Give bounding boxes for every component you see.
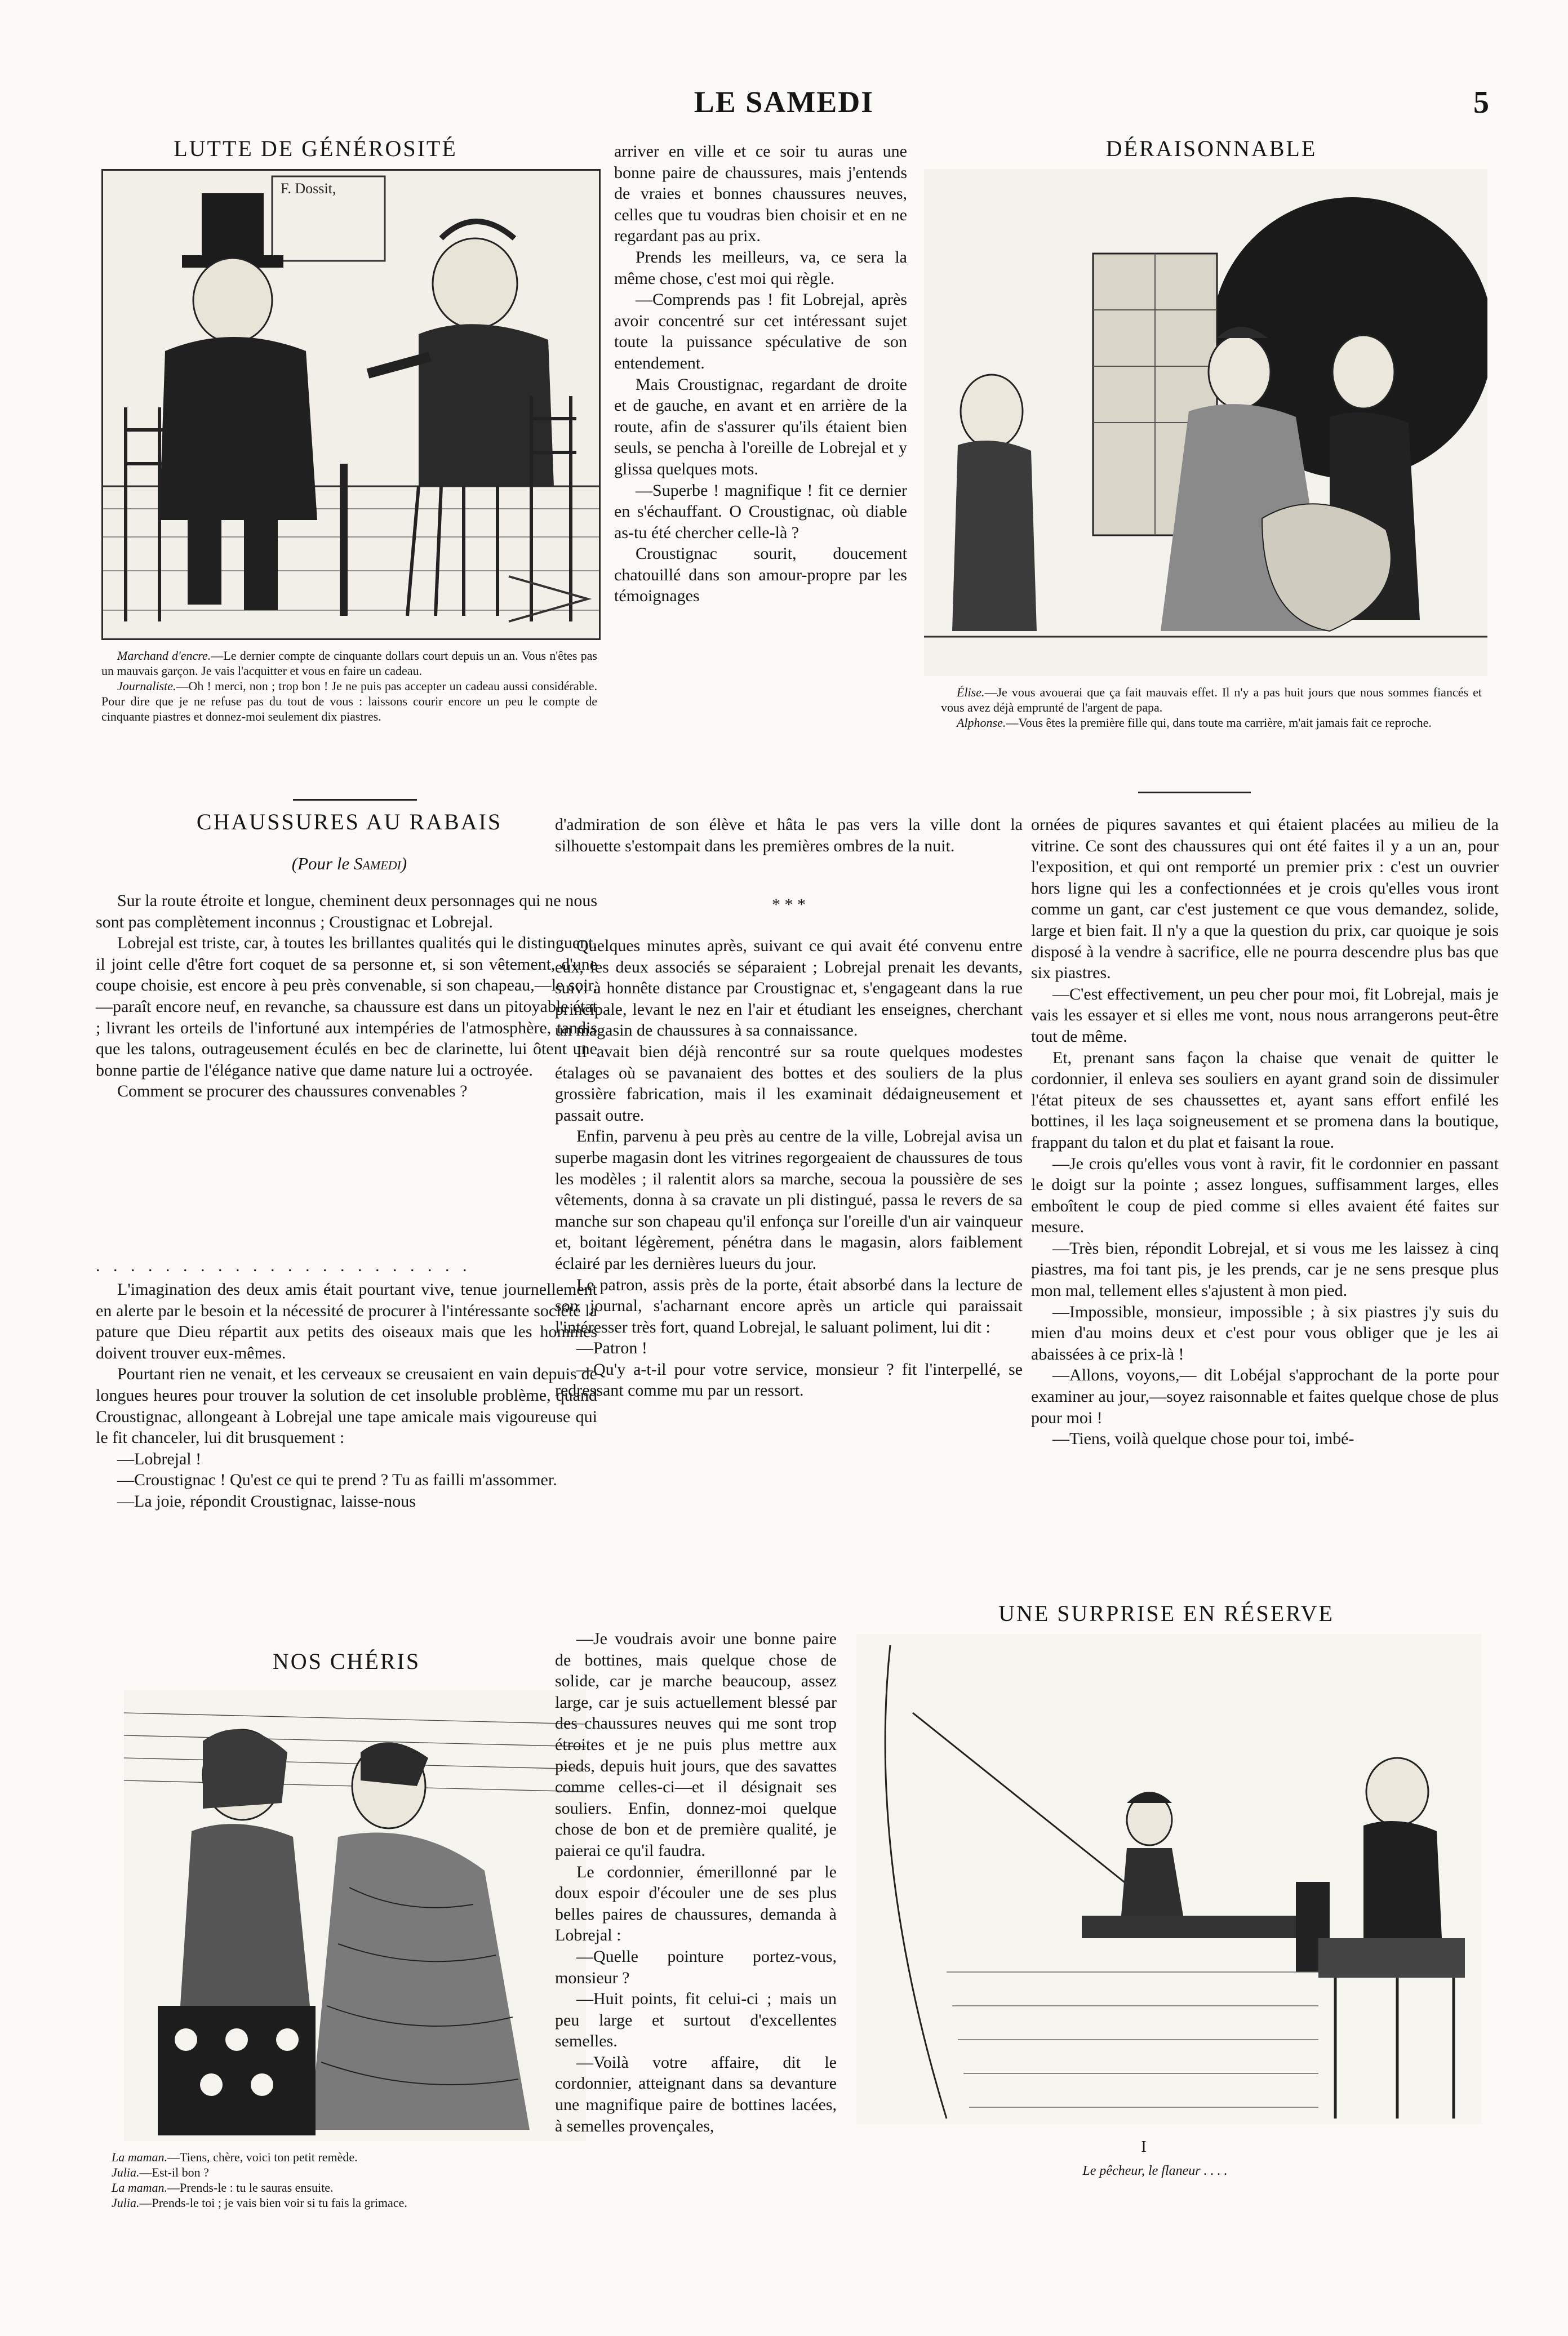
engraving-lutte (103, 171, 599, 638)
cartoon-title-deraisonnable: DÉRAISONNABLE (1105, 136, 1317, 161)
paragraph: —Quelle pointure portez-vous, monsieur ? (555, 1947, 837, 1987)
paragraph: Il avait bien déjà rencontré sur sa route quelques modestes étalages où se pavanaient des bottes et des souliers de la plus grossière fabrication, mais il les examinait dédaigneusement et passait outre. (555, 1042, 1023, 1125)
article-col-1b (96, 1279, 597, 1512)
cartoon-title-cheris: NOS CHÉRIS (272, 1649, 421, 1674)
paragraph: —La joie, répondit Croustignac, laisse-nous (117, 1491, 416, 1511)
paragraph: —Très bien, répondit Lobrejal, et si vous me les laissez à cinq piastres, ma foi tant pis, je les prends, car je ne sens presque plus mon mal, tellement elles s'ajustent à mon pied. (1031, 1238, 1499, 1300)
paragraph: Enfin, parvenu à peu près au centre de la ville, Lobrejal avisa un superbe magasin dont les vitrines regorgeaient de chaussures de tous les modèles ; il ralentit alors sa marche, secoua la poussière de ses vêtements, donna à sa cravate un pli distingué, passa le revers de sa manche sur son chapeau qu'il enfonça sur l'oreille d'un air vainqueur et, boitant légèrement, pénétra dans le magasin, alors faiblement éclairé par les dernières lueurs du jour. (555, 1127, 1023, 1273)
cartoon-title-surprise: UNE SURPRISE EN RÉSERVE (998, 1601, 1334, 1626)
separator-dots: . . . . . . . . . . . . . . . . . . . . . . (96, 1256, 472, 1275)
paragraph: —Qu'y a-t-il pour votre service, monsieur ? fit l'interpellé, se redressant comme mu par un ressort. (555, 1360, 1023, 1400)
caption-line: Julia.—Prends-le toi ; je vais bien voir si tu fais la grimace. (112, 2196, 407, 2210)
caption-deraisonnable (941, 685, 1482, 730)
paragraph: L'imagination des deux amis était pourtant vive, tenue journellement en alerte par le besoin et la nécessité de procurer à l'intéressante société la pature que Dieu répartit aux petits des oiseaux mais que les hommes doivent trouver eux-mêmes. (96, 1280, 597, 1362)
paragraph: Croustignac sourit, doucement chatouillé dans son amour-propre par les témoignages (614, 544, 907, 606)
paragraph: —Huit points, fit celui-ci ; mais un peu large et surtout d'excellentes semelles. (555, 1989, 837, 2051)
caption-line: Journaliste.—Oh ! merci, non ; trop bon ! Je ne puis pas accepter un cadeau aussi considérable. Pour dire que je ne refuse pas du tout de vous : laissons courir encore un peu le compte de cinquante piastres et donnez-moi seulement dix piastres. (101, 679, 597, 723)
rule-below-deraisonnable (1138, 792, 1251, 793)
paragraph: Pourtant rien ne venait, et les cerveaux se creusaient en vain depuis de longues heures pour trouver la solution de cet insoluble problème, quand Croustignac, allongeant à Lobrejal une tape amicale mais vigoureuse qui le fit chanceler, lui dit brusquement : (96, 1365, 597, 1447)
paragraph: —Impossible, monsieur, impossible ; à six piastres j'y suis du mien d'au moins deux et c'est pour vous obliger que je les ai abaissées à ce prix-là ! (1031, 1302, 1499, 1364)
illustration-cheris (124, 1690, 586, 2141)
engraving-cheris (124, 1690, 586, 2141)
panel-number: I (1141, 2138, 1147, 2156)
paragraph: arriver en ville et ce soir tu auras une bonne paire de chaussures, mais j'entends de vraies et bonnes chaussures neuves, celles que tu voudras bien choisir et en ne regardant pas au prix. (614, 142, 907, 246)
paragraph: —C'est effectivement, un peu cher pour moi, fit Lobrejal, mais je vais les essayer et si elles me vont, nous nous arrangerons peut-être tout de même. (1031, 984, 1499, 1046)
paragraph: —Croustignac ! Qu'est ce qui te prend ? Tu as failli m'assommer. (117, 1471, 557, 1490)
article-title: CHAUSSURES AU RABAIS (196, 809, 503, 834)
caption-line: Julia.—Est-il bon ? (112, 2165, 209, 2179)
paragraph: Le cordonnier, émerillonné par le doux espoir d'écouler une de ses plus belles paires de chaussures, demanda à Lobrejal : (555, 1862, 837, 1945)
engraving-deraisonnable (924, 169, 1487, 676)
illustration-deraisonnable (924, 169, 1487, 676)
cartoon-title-lutte: LUTTE DE GÉNÉROSITÉ (174, 136, 457, 161)
paragraph: —Je voudrais avoir une bonne paire de bottines, mais quelque chose de solide, car je marche beaucoup, assez large, car je suis actuellement blessé par des chaussures neuves qui me sont trop étroites et je ne puis plus mettre aux pieds, depuis huit jours, que des savattes comme celles-ci—et il désignait ses souliers. Enfin, donnez-moi quelque chose de bon et de première qualité, je paierai ce qu'il faudra. (555, 1629, 837, 1860)
paragraph: Et, prenant sans façon la chaise que venait de quitter le cordonnier, il enleva ses souliers en ayant grand soin de dissimuler l'état piteux de ses chaussettes et, ayant sans effort enfilé les bottines, il les laça soigneusement et se promena dans la boutique, frappant du talon et du plat et faisant la roue. (1031, 1048, 1499, 1152)
article-col-2-top (614, 141, 907, 607)
paragraph: Le patron, assis près de la porte, était absorbé dans la lecture de son journal, s'acharnant encore après un article qui paraissait l'intéresser très fort, quand Lobrejal, le saluant poliment, lui dit : (555, 1275, 1023, 1336)
paragraph: Quelques minutes après, suivant ce qui avait été convenu entre eux, les deux associés se séparaient ; Lobrejal prenait les devants, suivi à honnête distance par Croustignac et, s'engageant dans la rue principale, levant le nez en l'air et étudiant les enseignes, cherchant un magasin de chaussures à sa connaissance. (555, 936, 1023, 1040)
page-number: 5 (1473, 85, 1489, 120)
paragraph: —Comprends pas ! fit Lobrejal, après avoir concentré sur cet intéressant sujet toute la puissance spéculative de son entendement. (614, 290, 907, 372)
article-col-1 (96, 890, 597, 1102)
illustration-lutte (101, 169, 601, 640)
wall-sign-text: F. Dossit, (281, 180, 336, 197)
rule-above-title (293, 799, 417, 801)
paragraph: —Voilà votre affaire, dit le cordonnier, atteignant dans sa devanture une magnifique paire de bottines lacées, à semelles provençales, (555, 2053, 837, 2135)
paragraph: Sur la route étroite et longue, cheminent deux personnages qui ne nous sont pas complètement inconnus ; Croustignac et Lobrejal. (96, 891, 597, 931)
caption-line: La maman.—Tiens, chère, voici ton petit remède. (112, 2150, 358, 2164)
caption-line: La maman.—Prends-le : tu le sauras ensuite. (112, 2180, 334, 2195)
paragraph: Lobrejal est triste, car, à toutes les brillantes qualités qui le distinguent, il joint celle d'être fort coquet de sa personne et, si son vêtement, d'une coupe choisie, est encore à peu près convenable, si son chapeau,—le soir,—paraît encore neuf, en revanche, sa chaussure est dans un pitoyable état ; livrant les orteils de l'infortuné aux intempéries de l'atmosphère, tandis que les talons, outrageusement éculés en bec de clarinette, lui ôtent une bonne partie de l'élégance native que dame nature lui a octroyée. (96, 934, 597, 1080)
caption-line: Alphonse.—Vous êtes la première fille qui, dans toute ma carrière, m'ait jamais fait ce reproche. (957, 716, 1432, 730)
paragraph: —Patron ! (576, 1339, 647, 1358)
masthead: LE SAMEDI (694, 85, 874, 119)
paragraph: ornées de piqures savantes et qui étaient placées au milieu de la vitrine. Ce sont des chaussures qui ont été faites il y a un an, pour l'exposition, et qui ont remporté un premier prix : c'est un ouvrier hors ligne qui les a confectionnées et je crois qu'elles vous iront comme un gant, car c'est justement ce que vous demandez, solide, large et bien fait. Il n'y a que la question du prix, car quoique je sois disposé à la vendre à sacrifice, elle ne pourra descendre plus bas que six piastres. (1031, 815, 1499, 983)
paragraph: —Tiens, voilà quelque chose pour toi, imbé- (1052, 1429, 1354, 1449)
caption-line: Élise.—Je vous avouerai que ça fait mauvais effet. Il n'y a pas huit jours que nous sommes fiancés et vous avez déjà emprunté de l'argent de papa. (941, 685, 1482, 714)
article-col-2-narrow (555, 1628, 837, 2137)
article-col-3 (1031, 814, 1499, 1450)
article-byline: (Pour le Samedi) (291, 854, 407, 873)
paragraph: —Je crois qu'elles vous vont à ravir, fit le cordonnier en passant le doigt sur la pointe ; assez longues, suffisamment larges, elles emboîtent le coup de pied comme si elles avaient été faites sur mesure. (1031, 1154, 1499, 1237)
article-col-2-mid (555, 814, 1023, 856)
paragraph: Mais Croustignac, regardant de droite et de gauche, en avant et en arrière de la route, afin de s'assurer qu'ils étaient bien seuls, se pencha à l'oreille de Lobrejal et y glissa quelques mots. (614, 375, 907, 478)
engraving-surprise (856, 1634, 1482, 2124)
illustration-surprise (856, 1634, 1482, 2124)
paragraph: —Lobrejal ! (117, 1449, 202, 1468)
paragraph: —Allons, voyons,— dit Lobéjal s'approchant de la porte pour examiner au jour,—soyez raisonnable et faites quelque chose de plus pour moi ! (1031, 1366, 1499, 1427)
page-header (0, 85, 1568, 124)
caption-surprise: Le pêcheur, le flaneur . . . . (1082, 2164, 1228, 2178)
paragraph: Comment se procurer des chaussures convenables ? (117, 1082, 468, 1101)
paragraph: d'admiration de son élève et hâta le pas vers la ville dont la silhouette s'estompait dans les premières ombres de la nuit. (555, 815, 1023, 855)
article-col-2 (555, 935, 1023, 1401)
paragraph: Prends les meilleurs, va, ce sera la même chose, c'est moi qui règle. (614, 247, 907, 288)
caption-cheris (96, 2150, 597, 2210)
asterism: * * * (772, 895, 806, 914)
caption-line: Marchand d'encre.—Le dernier compte de cinquante dollars court depuis un an. Vous n'êtes pas un mauvais garçon. Je vais l'acquitter et vous en faire un cadeau. (101, 649, 597, 678)
caption-lutte (101, 648, 597, 724)
paragraph: —Superbe ! magnifique ! fit ce dernier en s'échauffant. O Croustignac, où diable as-tu été chercher celle-là ? (614, 481, 907, 542)
